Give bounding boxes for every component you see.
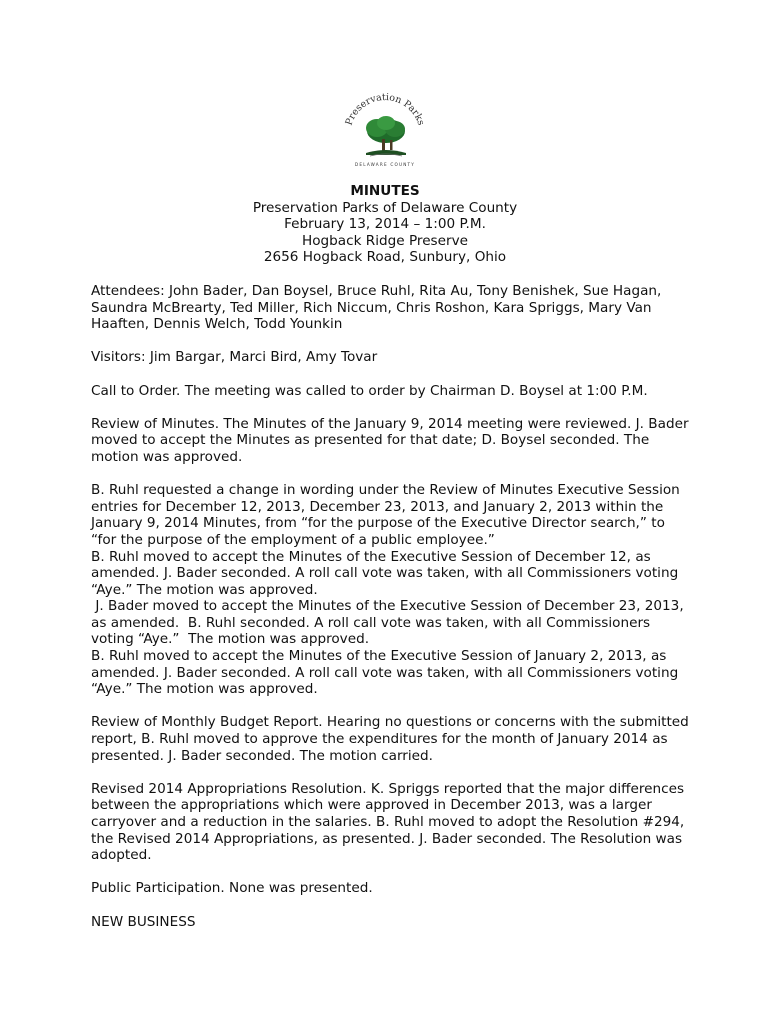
- new-business-heading: NEW BUSINESS: [91, 913, 196, 930]
- call-to-order-paragraph: Call to Order. The meeting was called to order by Chairman D. Boysel at 1:00 P.M.: [91, 382, 648, 399]
- review-of-minutes-paragraph: Review of Minutes. The Minutes of the January 9, 2014 meeting were reviewed. J. Bader moved to accept the Minutes as presented for that date; D. Boysel seconded. The motion was approved.: [91, 415, 689, 465]
- exec-session-dec23-text: J. Bader moved to accept the Minutes of the Executive Session of December 23, 2013, as amended. B. Ruhl seconded. A roll call vote was taken, with all Commissioners voting “Aye.” The motion was approved.: [91, 598, 688, 648]
- minutes-body: [91, 283, 691, 947]
- public-participation-paragraph: Public Participation. None was presented.: [91, 880, 373, 897]
- preservation-parks-logo: [340, 93, 430, 173]
- meeting-location: Hogback Ridge Preserve: [301, 232, 468, 249]
- document-header: [0, 183, 770, 266]
- budget-report-paragraph: Review of Monthly Budget Report. Hearing no questions or concerns with the submitted report, B. Ruhl moved to approve the expenditures for the month of January 2014 as presented. J. Bader seconded. The motion carried.: [91, 714, 689, 764]
- exec-session-jan2-text: B. Ruhl moved to accept the Minutes of the Executive Session of January 2, 2013, as amended. J. Bader seconded. A roll call vote was taken, with all Commissioners voting “Aye.” The motion was approved.: [91, 648, 679, 698]
- document-title: MINUTES: [350, 183, 420, 199]
- wording-change-text: B. Ruhl requested a change in wording under the Review of Minutes Executive Session entries for December 12, 2013, December 23, 2013, and January 2, 2013 within the January 9, 2014 Minutes, from “for the purpose of the Executive Director search,” to “for the purpose of the employment of a public employee.”: [91, 482, 680, 548]
- visitors-paragraph: Visitors: Jim Bargar, Marci Bird, Amy Tovar: [91, 349, 378, 366]
- tree-icon: [366, 116, 406, 156]
- organization-name: Preservation Parks of Delaware County: [252, 199, 518, 216]
- logo-arc-text: Preservation Parks: [343, 93, 427, 127]
- meeting-address: 2656 Hogback Road, Sunbury, Ohio: [263, 249, 507, 266]
- logo-sub-text: DELAWARE COUNTY: [354, 162, 416, 167]
- attendees-paragraph: Attendees: John Bader, Dan Boysel, Bruce Ruhl, Rita Au, Tony Benishek, Sue Hagan, Saundra McBrearty, Ted Miller, Rich Niccum, Chris Roshon, Kara Spriggs, Mary Van Haaften, Dennis Welch, Todd Younkin: [91, 283, 662, 333]
- executive-session-section: [91, 482, 691, 698]
- appropriations-paragraph: Revised 2014 Appropriations Resolution. K. Spriggs reported that the major differences between the appropriations which were approved in December 2013, was a larger carryover and a reduction in the salaries. B. Ruhl moved to adopt the Resolution #294, the Revised 2014 Appropriations, as presented. J. Bader seconded. The Resolution was adopted.: [91, 780, 685, 864]
- exec-session-dec12-text: B. Ruhl moved to accept the Minutes of the Executive Session of December 12, as amended. J. Bader seconded. A roll call vote was taken, with all Commissioners voting “Aye.” The motion was approved.: [91, 548, 679, 598]
- meeting-datetime: February 13, 2014 – 1:00 P.M.: [284, 216, 486, 233]
